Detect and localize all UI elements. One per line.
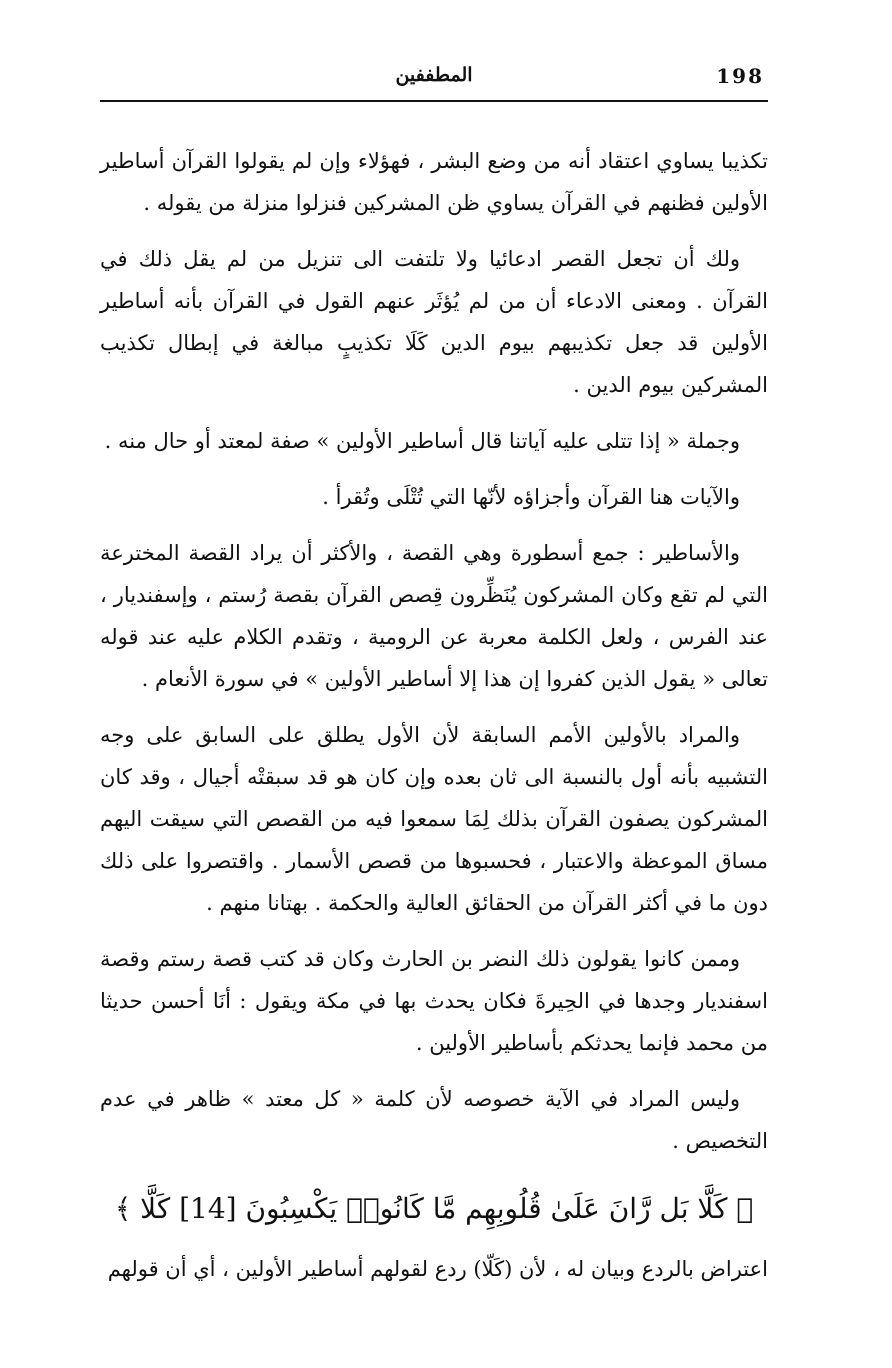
quran-verse: ﴿ كَلَّا بَل رَّانَ عَلَىٰ قُلُوبِهِم مَّا كَانُوا۟ يَكْسِبُونَ [14] كَلَّا ﴾ [114, 1192, 754, 1225]
paragraph: والآيات هنا القرآن وأجزاؤه لأنّها التي تُتْلَى وتُقرأ . [322, 485, 740, 509]
running-title: المطففين [395, 64, 473, 86]
closing-paragraph: اعتراض بالردع وبيان له ، لأن (كَلّا) ردع لقولهم أساطير الأولين ، أي أن قولهم [107, 1257, 768, 1281]
paragraph: وليس المراد في الآية خصوصه لأن كلمة « كل معتد » ظاهر في عدم التخصيص . [100, 1087, 768, 1153]
paragraph: ولك أن تجعل القصر ادعائيا ولا تلتفت الى تنزيل من لم يقل ذلك في القرآن . ومعنى الادعاء أن من لم يُؤثَر عنهم القول في القرآن بأنه أساطير الأولين قد جعل تكذيبهم بيوم الدين كَلَا تكذيبٍ مبالغة في إبطال تكذيب المشركين بيوم الدين . [100, 247, 768, 397]
paragraph: والمراد بالأولين الأمم السابقة لأن الأول يطلق على السابق على وجه التشبيه بأنه أول بالنسبة الى ثان بعده وإن كان هو قد سبقتْه أجيال ، وقد كان المشركون يصفون القرآن بذلك لِمَا سمعوا فيه من القصص التي سيقت اليهم مساق الموعظة والاعتبار ، فحسبوها من قصص الأسمار . واقتصروا على ذلك دون ما في أكثر القرآن من الحقائق العالية والحكمة . بهتانا منهم . [100, 723, 768, 915]
page-body [100, 140, 768, 1304]
page-number: 198 [716, 64, 764, 88]
header-rule [100, 100, 768, 102]
paragraph: تكذيبا يساوي اعتقاد أنه من وضع البشر ، فهؤلاء وإن لم يقولوا القرآن أساطير الأولين فظنهم في القرآن يساوي ظن المشركين فنزلوا منزلة من يقوله . [100, 149, 768, 215]
paragraph: والأساطير : جمع أسطورة وهي القصة ، والأكثر أن يراد القصة المخترعة التي لم تقع وكان المشركون يُنَظِّرون قِصص القرآن بقصة رُستم ، وإسفنديار ، عند الفرس ، ولعل الكلمة معربة عن الرومية ، وتقدم الكلام عليه عند قوله تعالى « يقول الذين كفروا إن هذا إلا أساطير الأولين » في سورة الأنعام . [100, 541, 768, 691]
page-header [100, 62, 768, 98]
paragraph: وممن كانوا يقولون ذلك النضر بن الحارث وكان قد كتب قصة رستم وقصة اسفنديار وجدها في الحِيرةَ فكان يحدث بها في مكة ويقول : أنَا أحسن حديثا من محمد فإنما يحدثكم بأساطير الأولين . [100, 947, 768, 1055]
paragraph: وجملة « إذا تتلى عليه آياتنا قال أساطير الأولين » صفة لمعتد أو حال منه . [104, 429, 740, 453]
